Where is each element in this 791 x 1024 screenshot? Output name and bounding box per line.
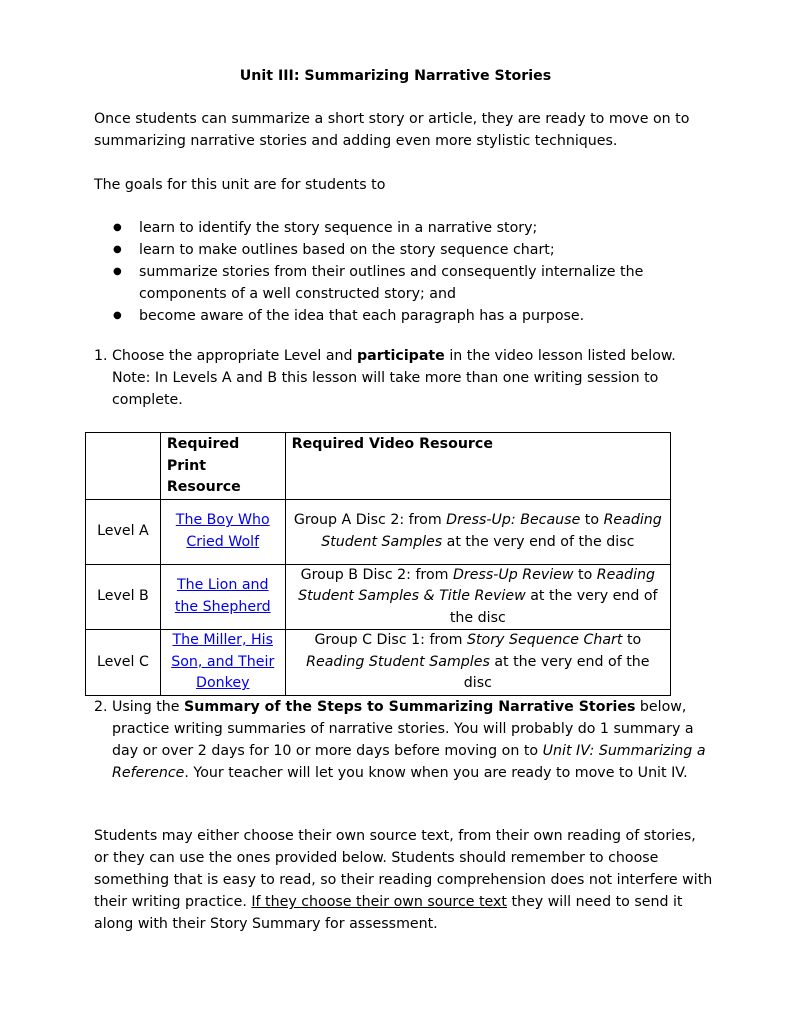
video-resource-cell	[285, 564, 670, 630]
page-title: Unit III: Summarizing Narrative Stories	[239, 68, 552, 84]
video-text: Group A Disc 2: from	[293, 512, 447, 528]
goal-text: become aware of the idea that each paragraph has a purpose.	[139, 308, 585, 324]
resource-table	[85, 432, 671, 696]
table-row	[86, 564, 671, 630]
goal-text: learn to make outlines based on the story sequence chart;	[139, 242, 555, 258]
video-resource-cell	[285, 499, 670, 564]
video-text: Group B Disc 2: from	[300, 566, 453, 583]
print-resource-cell	[160, 630, 285, 696]
header-cell-video: Required Video Resource	[285, 433, 670, 500]
print-resource-link[interactable]: The Miller, His Son, and Their Donkey	[171, 632, 275, 691]
bullet-icon: ●	[113, 266, 122, 277]
header-cell-empty	[86, 433, 161, 500]
table-row	[86, 630, 671, 696]
video-text: Group C Disc 1: from	[314, 632, 467, 648]
video-text: to	[580, 512, 604, 528]
step-text: Using the	[112, 699, 185, 715]
video-title-italic: Reading Student Samples	[321, 512, 662, 550]
step-bold-text: participate	[357, 348, 445, 364]
goal-text: learn to identify the story sequence in a narrative story;	[139, 220, 538, 236]
table-row	[86, 499, 671, 564]
level-cell: Level A	[86, 499, 161, 564]
intro-paragraph: Once students can summarize a short story or article, they are ready to move on to summarizing narrative stories and adding even more stylistic techniques.	[94, 111, 690, 149]
print-resource-cell	[160, 499, 285, 564]
bullet-icon: ●	[113, 244, 122, 255]
goal-item	[94, 239, 714, 261]
video-text: to	[622, 632, 642, 648]
video-title-italic: Dress-Up Review	[452, 566, 574, 583]
note-text: they will need to send it along with their Story Summary for assessment.	[94, 894, 683, 932]
step-number: 2.	[94, 699, 108, 715]
video-resource-text	[294, 512, 662, 550]
bullet-icon: ●	[113, 222, 122, 233]
step-number: 1.	[94, 348, 108, 364]
step-text: in the video lesson listed below. Note: In Levels A and B this lesson will take more than one writing session to complete.	[112, 348, 676, 408]
note-text: Students may either choose their own source text, from their own reading of stories, or they can use the ones provided below. Students should remember to choose something that is easy to read, so their reading comprehension does not interfere with their writing practice.	[94, 828, 713, 910]
video-text: at the very end of the disc	[463, 653, 650, 691]
bullet-icon: ●	[113, 310, 122, 321]
goal-item	[94, 217, 714, 239]
level-cell: Level C	[86, 630, 161, 696]
step-italic-text: Unit IV: Summarizing a Reference	[112, 743, 706, 781]
step-1	[94, 345, 714, 411]
print-resource-cell	[160, 564, 285, 630]
video-text: to	[573, 566, 597, 583]
goal-text: summarize stories from their outlines and consequently internalize the components of a well constructed story; and	[139, 264, 644, 302]
step-text: Choose the appropriate Level and	[112, 348, 358, 364]
video-text: at the very end of the disc	[449, 588, 658, 626]
video-text: at the very end of the disc	[442, 533, 635, 550]
step-bold-text: Summary of the Steps to Summarizing Narrative Stories	[184, 699, 636, 715]
goal-item	[94, 305, 714, 327]
header-cell-print: Required Print Resource	[160, 433, 285, 500]
print-resource-link[interactable]: The Lion and the Shepherd	[174, 577, 271, 615]
note-underlined-text: If they choose their own source text	[251, 894, 507, 910]
source-text-note	[94, 825, 714, 935]
video-title-italic: Story Sequence Chart	[466, 632, 623, 648]
goal-item	[94, 261, 714, 305]
video-title-italic: Reading Student Samples & Title Review	[298, 566, 656, 604]
table-header-row	[86, 433, 671, 500]
step-text: . Your teacher will let you know when you are ready to move to Unit IV.	[184, 765, 688, 781]
video-resource-text	[298, 567, 658, 626]
level-cell: Level B	[86, 564, 161, 630]
video-title-italic: Dress-Up: Because	[446, 512, 581, 528]
goals-intro: The goals for this unit are for students to	[94, 177, 386, 193]
video-resource-cell	[285, 630, 670, 696]
video-title-italic: Reading Student Samples	[306, 653, 490, 670]
goals-list	[94, 217, 714, 327]
step-text: below, practice writing summaries of narrative stories. You will probably do 1 summary a day or over 2 days for 10 or more days before moving on to	[112, 699, 694, 759]
print-resource-link[interactable]: The Boy Who Cried Wolf	[175, 512, 270, 550]
video-resource-text	[306, 632, 649, 691]
step-2	[94, 696, 714, 784]
